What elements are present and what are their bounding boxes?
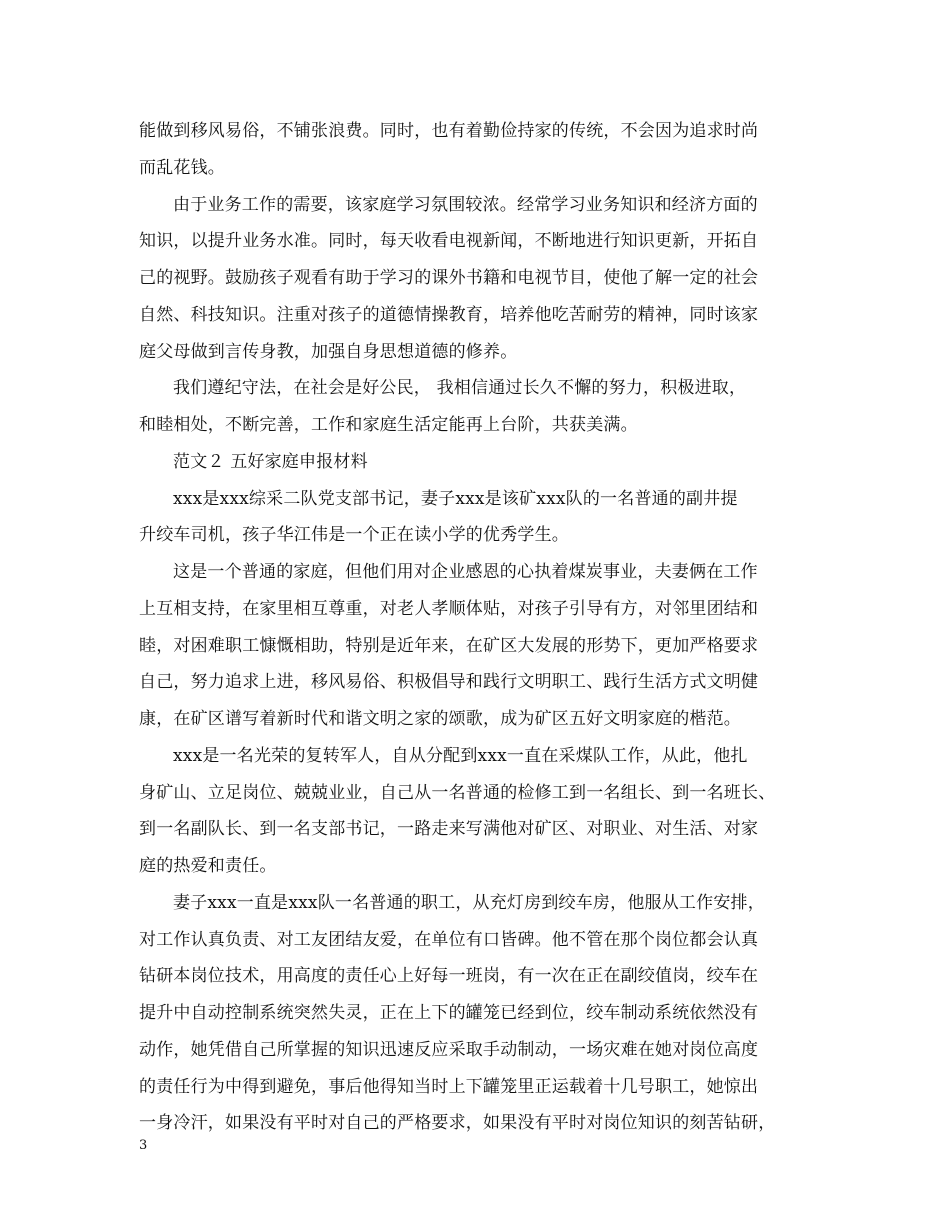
text-line: 妻子xxx一直是xxx队一名普通的职工，从充灯房到绞车房，他服从工作安排， — [173, 892, 765, 913]
text-line: 自然、科技知识。注重对孩子的道德情操教育，培养他吃苦耐劳的精神，同时该家 — [139, 304, 759, 325]
text-line: 能做到移风易俗，不铺张浪费。同时，也有着勤俭持家的传统，不会因为追求时尚 — [139, 121, 759, 141]
text-line: 和睦相处，不断完善，工作和家庭生活定能再上台阶，共获美满。 — [139, 415, 638, 435]
text-line: 对工作认真负责、对工友团结友爱，在单位有口皆碑。他不管在那个岗位都会认真 — [139, 929, 759, 950]
text-line: 动作，她凭借自己所掌握的知识迅速反应采取手动制动，一场灾难在她对岗位高度 — [139, 1039, 759, 1060]
text-line: 由于业务工作的需要，该家庭学习氛围较浓。经常学习业务知识和经济方面的 — [173, 194, 758, 215]
text-line: 我们遵纪守法，在社会是好公民， 我相信通过长久不懈的努力，积极进取， — [173, 378, 747, 399]
text-line: 自己，努力追求上进，移风易俗、积极倡导和践行文明职工、践行生活方式文明健 — [139, 672, 759, 693]
text-line: 钻研本岗位技术，用高度的责任心上好每一班岗，有一次在正在副绞值岗，绞车在 — [139, 966, 759, 987]
text-line: 一身冷汗，如果没有平时对自己的严格要求，如果没有平时对岗位知识的刻苦钻研， — [139, 1113, 776, 1134]
text-line: 睦，对困难职工慷慨相助，特别是近年来，在矿区大发展的形势下，更加严格要求 — [139, 635, 759, 656]
text-line: 的责任行为中得到避免，事后他得知当时上下罐笼里正运载着十几号职工，她惊出 — [139, 1076, 759, 1097]
text-line: xxx是一名光荣的复转军人，自从分配到xxx一直在采煤队工作，从此，他扎 — [173, 745, 748, 766]
text-line: 升绞车司机，孩子华江伟是一个正在读小学的优秀学生。 — [139, 525, 569, 546]
text-line: 知识，以提升业务水准。同时，每天收看电视新闻，不断地进行知识更新，开拓自 — [139, 231, 759, 252]
text-line: 庭的热爱和责任。 — [139, 856, 277, 876]
page-number: 3 — [139, 1138, 148, 1153]
text-line: 提升中自动控制系统突然失灵，正在上下的罐笼已经到位，绞车制动系统依然没有 — [139, 1003, 759, 1023]
text-line: 上互相支持，在家里相互尊重，对老人孝顺体贴，对孩子引导有方，对邻里团结和 — [139, 598, 759, 619]
text-line: 而乱花钱。 — [139, 157, 225, 178]
text-line: 康，在矿区谱写着新时代和谐文明之家的颂歌，成为矿区五好文明家庭的楷范。 — [139, 709, 741, 729]
body-text — [139, 113, 815, 1142]
text-line: xxx是xxx综采二队党支部书记，妻子xxx是该矿xxx队的一名普通的副井提 — [173, 488, 738, 509]
section-heading: 范文２ 五好家庭申报材料 — [173, 451, 368, 472]
text-line: 这是一个普通的家庭，但他们用对企业感恩的心执着煤炭事业，夫妻俩在工作 — [173, 562, 758, 582]
text-line: 到一名副队长、到一名支部书记，一路走来写满他对矿区、对职业、对生活、对家 — [139, 819, 759, 840]
text-line: 己的视野。鼓励孩子观看有助于学习的课外书籍和电视节目，使他了解一定的社会 — [139, 268, 759, 288]
text-line: 庭父母做到言传身教，加强自身思想道德的修养。 — [139, 341, 518, 362]
text-line: 身矿山、立足岗位、兢兢业业，自己从一名普通的检修工到一名组长、到一名班长、 — [139, 782, 776, 803]
